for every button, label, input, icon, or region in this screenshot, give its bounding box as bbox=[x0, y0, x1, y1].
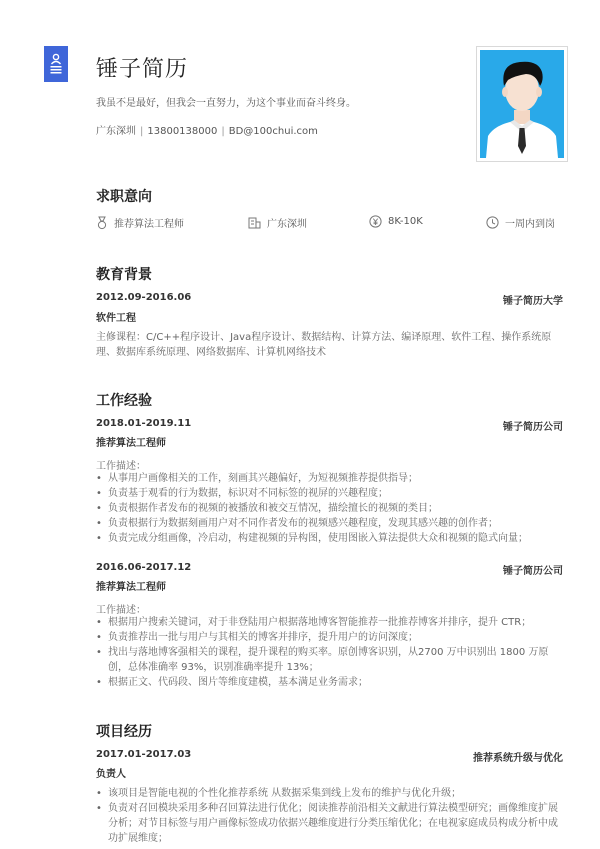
job-company: 锤子简历公司 bbox=[503, 422, 563, 433]
intent-position-text: 推荐算法工程师 bbox=[114, 219, 184, 230]
resume-badge-icon bbox=[44, 46, 68, 82]
intent-position bbox=[96, 215, 184, 230]
job-desc-label: 工作描述： bbox=[96, 605, 146, 616]
contact-phone[interactable]: 13800138000 bbox=[147, 126, 218, 137]
avatar-illustration bbox=[480, 50, 564, 158]
education-date: 2012.09-2016.06 bbox=[96, 292, 192, 303]
job-role: 推荐算法工程师 bbox=[96, 582, 166, 593]
section-title-education: 教育背景 bbox=[96, 267, 152, 283]
list-item: • 负责推荐出一批与用户与其相关的博客并排序，提升用户的访问深度； bbox=[96, 630, 564, 645]
project-bullets bbox=[96, 786, 564, 846]
list-item: • 负责对召回模块采用多种召回算法进行优化；阅读推荐前沿相关文献进行算法模型研究；画像维度扩展分析；对节目标签与用户画像标签成功依据兴趣维度进行分类压缩优化；在电视家庭成员构成分析中成功扩展维度； bbox=[96, 801, 564, 846]
list-item: • 负责根据作者发布的视频的被播放和被交互情况，描绘擅长的视频的类目； bbox=[96, 501, 564, 516]
contact-line bbox=[96, 122, 318, 137]
job-bullets bbox=[96, 615, 564, 690]
section-title-intent: 求职意向 bbox=[96, 189, 152, 205]
intent-availability-text: 一周内到岗 bbox=[505, 219, 555, 230]
contact-email[interactable]: BD@100chui.com bbox=[228, 126, 318, 137]
list-item: • 根据用户搜索关键词，对于非登陆用户根据落地博客智能推荐一批推荐博客并排序，提升 CTR； bbox=[96, 615, 564, 630]
job-bullets bbox=[96, 471, 564, 546]
education-row bbox=[96, 292, 563, 307]
building-icon bbox=[248, 216, 261, 229]
intent-availability bbox=[486, 215, 555, 230]
project-date: 2017.01-2017.03 bbox=[96, 749, 192, 760]
contact-separator: | bbox=[140, 126, 144, 137]
contact-location: 广东深圳 bbox=[96, 126, 136, 137]
education-school: 锤子简历大学 bbox=[503, 296, 563, 307]
section-title-work: 工作经验 bbox=[96, 393, 152, 409]
job-row bbox=[96, 562, 563, 577]
project-row bbox=[96, 749, 563, 764]
project-role: 负责人 bbox=[96, 769, 126, 780]
job-role: 推荐算法工程师 bbox=[96, 438, 166, 449]
profile-photo bbox=[476, 46, 568, 162]
job-desc-label: 工作描述： bbox=[96, 461, 146, 472]
yen-coin-icon bbox=[369, 215, 382, 228]
list-item: • 负责完成分组画像，冷启动，构建视频的异构图，使用图嵌入算法提供大众和视频的隐式向量； bbox=[96, 531, 564, 546]
list-item: • 该项目是智能电视的个性化推荐系统 从数据采集到线上发布的维护与优化升级； bbox=[96, 786, 564, 801]
job-row bbox=[96, 418, 563, 433]
job-date: 2016.06-2017.12 bbox=[96, 562, 192, 573]
contact-separator: | bbox=[221, 126, 225, 137]
intent-city-text: 广东深圳 bbox=[267, 219, 307, 230]
education-major: 软件工程 bbox=[96, 313, 136, 324]
list-item: • 从事用户画像相关的工作，刻画其兴趣偏好，为短视频推荐提供指导； bbox=[96, 471, 564, 486]
intent-salary-text: 8K-10K bbox=[388, 216, 423, 227]
project-name: 推荐系统升级与优化 bbox=[473, 753, 563, 764]
clock-icon bbox=[486, 216, 499, 229]
section-title-projects: 项目经历 bbox=[96, 724, 152, 740]
list-item: • 负责根据行为数据刻画用户对不同作者发布的视频感兴趣程度，发现其感兴趣的创作者； bbox=[96, 516, 564, 531]
job-company: 锤子简历公司 bbox=[503, 566, 563, 577]
list-item: • 找出与落地博客强相关的课程，提升课程的购买率。原创博客识别，从2700 万中识别出 1800 万原创，总体准确率 93%，识别准确率提升 13%； bbox=[96, 645, 564, 675]
resume-name: 锤子简历 bbox=[96, 57, 189, 82]
education-courses: 主修课程：C/C++程序设计、Java程序设计、数据结构、计算方法、编译原理、软件工程、操作系统原理、数据库系统原理、网络数据库、计算机网络技术 bbox=[96, 332, 552, 358]
list-item: • 根据正文、代码段、图片等维度建模，基本满足业务需求； bbox=[96, 675, 564, 690]
intent-city bbox=[248, 215, 307, 230]
job-date: 2018.01-2019.11 bbox=[96, 418, 192, 429]
medal-icon bbox=[96, 216, 108, 230]
resume-motto: 我虽不是最好，但我会一直努力，为这个事业而奋斗终身。 bbox=[96, 98, 356, 109]
intent-salary bbox=[369, 215, 423, 228]
list-item: • 负责基于观看的行为数据，标识对不同标签的视屏的兴趣程度； bbox=[96, 486, 564, 501]
